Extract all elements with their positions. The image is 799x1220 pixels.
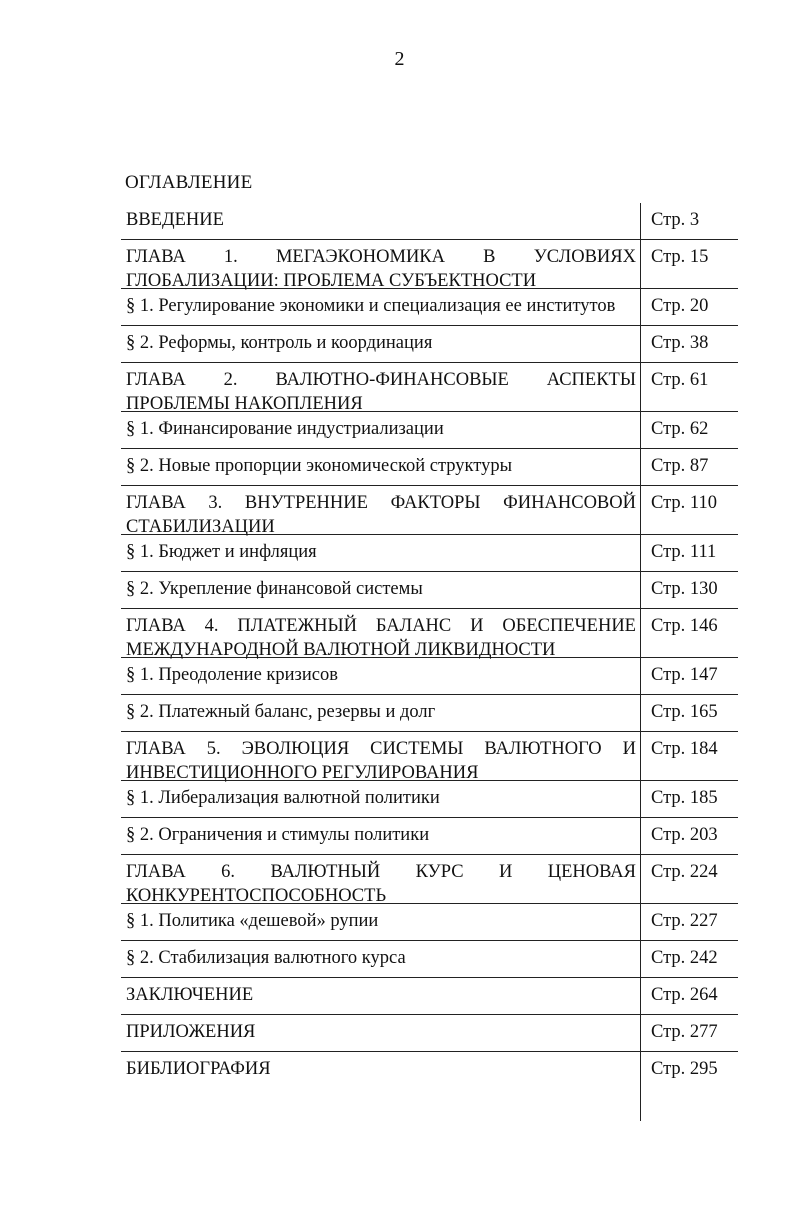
toc-entry-title: ГЛАВА 5. ЭВОЛЮЦИЯ СИСТЕМЫ ВАЛЮТНОГО И ИНВЕСТИЦИОННОГО РЕГУЛИРОВАНИЯ	[126, 739, 636, 783]
toc-row	[121, 289, 738, 326]
toc-entry-title: ГЛАВА 2. ВАЛЮТНО-ФИНАНСОВЫЕ АСПЕКТЫ ПРОБЛЕМЫ НАКОПЛЕНИЯ	[126, 370, 636, 414]
toc-entry-title: § 2. Платежный баланс, резервы и долг	[126, 702, 436, 722]
toc-row	[121, 535, 738, 572]
toc-row	[121, 781, 738, 818]
toc-row	[121, 240, 738, 289]
toc-entry-page: Стр. 3	[640, 203, 738, 239]
toc-row	[121, 609, 738, 658]
toc-entry-title: § 1. Преодоление кризисов	[126, 665, 338, 685]
toc-entry-page: Стр. 38	[640, 326, 738, 362]
toc-row	[121, 695, 738, 732]
toc-entry-page: Стр. 111	[640, 535, 738, 571]
toc-entry-page: Стр. 146	[640, 609, 738, 657]
toc-entry-page: Стр. 203	[640, 818, 738, 854]
toc-entry-title: ГЛАВА 3. ВНУТРЕННИЕ ФАКТОРЫ ФИНАНСОВОЙ СТАБИЛИЗАЦИИ	[126, 493, 636, 537]
toc-entry-page: Стр. 165	[640, 695, 738, 731]
toc-row	[121, 855, 738, 904]
toc-entry-title: ГЛАВА 6. ВАЛЮТНЫЙ КУРС И ЦЕНОВАЯ КОНКУРЕНТОСПОСОБНОСТЬ	[126, 862, 636, 906]
toc-entry-page: Стр. 277	[640, 1015, 738, 1051]
toc-row	[121, 978, 738, 1015]
toc-row	[121, 732, 738, 781]
toc-entry-title: § 2. Реформы, контроль и координация	[126, 333, 433, 353]
toc-row	[121, 326, 738, 363]
toc-entry-title: ПРИЛОЖЕНИЯ	[126, 1022, 256, 1042]
toc-entry-title: § 1. Политика «дешевой» рупии	[126, 911, 379, 931]
toc-entry-title: § 1. Финансирование индустриализации	[126, 419, 444, 439]
toc-entry-title: § 1. Либерализация валютной политики	[126, 788, 440, 808]
toc-entry-title: ВВЕДЕНИЕ	[126, 210, 224, 230]
toc-entry-page: Стр. 242	[640, 941, 738, 977]
toc-entry-page: Стр. 20	[640, 289, 738, 325]
toc-heading: ОГЛАВЛЕНИЕ	[125, 172, 253, 193]
toc-entry-page: Стр. 61	[640, 363, 738, 411]
toc-row	[121, 904, 738, 941]
toc-row	[121, 412, 738, 449]
toc-entry-title: § 2. Укрепление финансовой системы	[126, 579, 423, 599]
toc-entry-page: Стр. 184	[640, 732, 738, 780]
toc-entry-page: Стр. 295	[640, 1052, 738, 1121]
toc-entry-title: § 1. Бюджет и инфляция	[126, 542, 317, 562]
toc-row	[121, 486, 738, 535]
toc-row	[121, 1052, 738, 1121]
toc-entry-page: Стр. 15	[640, 240, 738, 288]
toc-entry-page: Стр. 264	[640, 978, 738, 1014]
toc-entry-title: БИБЛИОГРАФИЯ	[126, 1059, 271, 1079]
toc-row	[121, 1015, 738, 1052]
toc-entry-title: ГЛАВА 1. МЕГАЭКОНОМИКА В УСЛОВИЯХ ГЛОБАЛИЗАЦИИ: ПРОБЛЕМА СУБЪЕКТНОСТИ	[126, 247, 636, 291]
toc-entry-title: § 1. Регулирование экономики и специализация ее институтов	[126, 296, 616, 316]
toc-table	[121, 203, 738, 1121]
page-number: 2	[394, 48, 405, 70]
toc-row	[121, 449, 738, 486]
toc-row	[121, 203, 738, 240]
toc-entry-page: Стр. 147	[640, 658, 738, 694]
toc-row	[121, 658, 738, 695]
toc-entry-page: Стр. 185	[640, 781, 738, 817]
toc-entry-title: § 2. Новые пропорции экономической структуры	[126, 456, 513, 476]
toc-row	[121, 941, 738, 978]
toc-entry-page: Стр. 130	[640, 572, 738, 608]
toc-entry-page: Стр. 87	[640, 449, 738, 485]
toc-entry-title: § 2. Ограничения и стимулы политики	[126, 825, 430, 845]
toc-row	[121, 572, 738, 609]
toc-entry-page: Стр. 227	[640, 904, 738, 940]
toc-entry-title: ЗАКЛЮЧЕНИЕ	[126, 985, 254, 1005]
toc-entry-page: Стр. 62	[640, 412, 738, 448]
toc-row	[121, 818, 738, 855]
toc-entry-page: Стр. 224	[640, 855, 738, 903]
toc-entry-title: § 2. Стабилизация валютного курса	[126, 948, 406, 968]
toc-entry-page: Стр. 110	[640, 486, 738, 534]
toc-entry-title: ГЛАВА 4. ПЛАТЕЖНЫЙ БАЛАНС И ОБЕСПЕЧЕНИЕ МЕЖДУНАРОДНОЙ ВАЛЮТНОЙ ЛИКВИДНОСТИ	[126, 616, 636, 660]
toc-row	[121, 363, 738, 412]
